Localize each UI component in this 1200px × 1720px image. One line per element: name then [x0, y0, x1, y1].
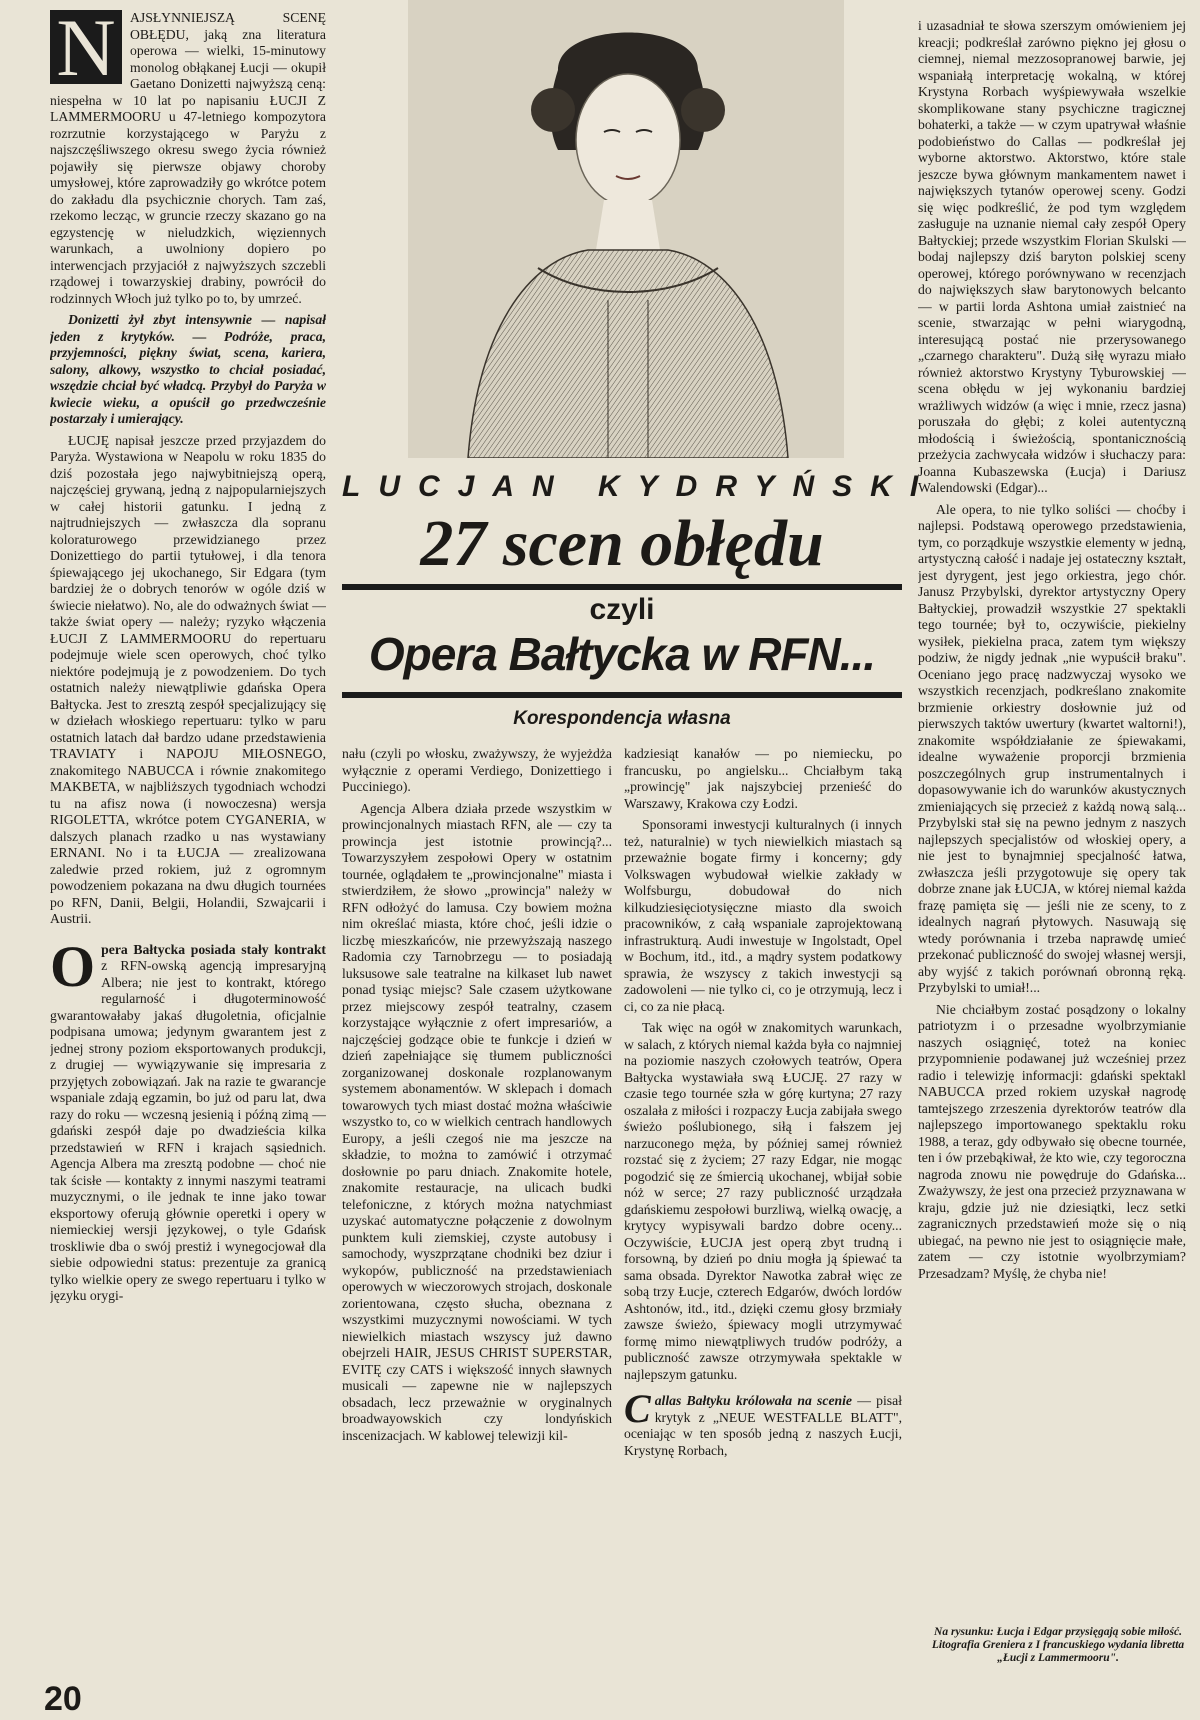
article-paragraph: i uzasadniał te słowa szerszym omówieniem jej kreacji; podkreślał zarówno piękno jej głosu o ciemnej, niemal mezzosopranowej barwie, jej wspaniałą interpretację wokalną, w której Krystyna Rorbach wyśpiewywała wszelkie skomplikowane stany psychiczne tragicznej bohaterki, a także — w czym upatrywał właśnie podobieństwo do Callas — podkreślał jej wyborne aktorstwo. Aktorstwo, które stale jeszcze bywa głównym mankamentem nawet i największych tytanów operowej sceny. Godzi się więc podkreślić, że pod tym względem zasługuje na uznanie niemal cały zespół Opery Bałtyckiej; przede wszystkim Florian Skulski — bodaj najlepszy dziś baryton polskiej sceny operowej, którego porównywano w recenzjach do największych sław barytonowych belcanto — w partii lorda Ashtona umiał zaistnieć na scenie, stwarzając w pełni wiarygodną, interesującą postać nie przerysowanego „czarnego charakteru". Dużą siłę wyrazu miało również aktorstwo Krystyny Tyburowskiej — scena obłędu w jej wykonaniu bardziej wrażliwych widzów (a więc i mnie, rzecz jasna) poruszała do głębi; z kolei autentyczną młodością i świeżością, spontanicznością przeżycia zachwycała widzów i słuchaczy para: Joanna Kubaszewska (Łucja) i Dariusz Walendowski (Edgar)...	[918, 18, 1186, 495]
article-paragraph: ŁUCJĘ napisał jeszcze przed przyjazdem do Paryża. Wystawiona w Neapolu w roku 1835 do dziś pozostała jego najwybitniejszą operą, najczęściej grywaną, jedną z najpopularniejszych w całej historii gatunku. I jedną z najtrudniejszych — zwłaszcza dla sopranu koloraturowego przewidzianego przez Donizettiego do partii tytułowej, i dla tenora śpiewającego jej ukochanego, Sir Edgara (tym bardziej że o dobrych tenorów w ogóle dziś w świecie niełatwo). No, ale do odważnych świat — także świat opery — należy; ryzyko włączenia ŁUCJI Z LAMMERMOORU do repertuaru podejmuje wiele scen operowych, choć tylko niektóre podejmują je z powodzeniem. Do tych ostatnich należy niewątpliwie gdańska Opera Bałtycka. Jest to zresztą zespół specjalizujący się w dziełach włoskiego repertuaru: tylko w paru ostatnich latach dał bardzo udane przedstawienia TRAVIATY i NAPOJU MIŁOSNEGO, znakomitego NABUCCA i równie znakomitego MAKBETA, w najbliższych tygodniach wchodzi tu na afisz nowa (i nowoczesna) wersja RIGOLETTA, wkrótce potem CYGANERIA, w dalszych planach rzadko u nas wystawiany ERNANI. No i ta ŁUCJA — zrealizowana zaledwie przed rokiem, już z ogromnym powodzeniem pokazana na dwu długich tournées po RFN, Danii, Belgii, Holandii, Szwajcarii i Austrii.	[50, 432, 326, 926]
article-text: — pisał krytyk z „NEUE WESTFALLE BLATT", oceniając w ten sposób jedną z naszych Łucji, Krystynę Rorbach,	[624, 1393, 902, 1458]
column-2	[342, 746, 612, 1676]
column-3	[624, 746, 902, 1676]
title-rule-top	[342, 584, 902, 590]
portrait-illustration	[408, 0, 844, 458]
article-paragraph: Agencja Albera działa przede wszystkim w prowincjonalnych miastach RFN, ale — czy ta prowincja jest istotnie prowincją?... Towarzyszyłem zespołowi Opery w ostatnim tournée, oglądałem te „prowincjonalne" miasta i stwierdziłem, że słowo „prowincja" należy w RFN odłożyć do lamusa. Czy bowiem można nim określać miasta, które choć, jeśli idzie o liczbę mieszkańców, nie przewyższają naszego Radomia czy Tarnobrzegu — to posiadają luksusowe sale teatralne na kilkaset lub nawet ponad tysiąc miejsc? Sale czasem użytkowane przez miejscowy zespół teatralny, czasem korzystające wyłącznie z ofert impresariów, a najczęściej godzące obie te funkcje i dzień w dzień zapełniające się tłumem publiczności zorganizowanej doskonale rozplanowanym systemem abonamentów. W sklepach i domach towarowych tych miast dostać można właściwie wszystko to, co w wielkich centrach handlowych Europy, a jeśli czegoś nie ma jeszcze na składzie, to można to zamówić i otrzymać dosłownie po paru dniach. Znakomite hotele, znakomite restauracje, na ulicach budki telefoniczne, z których można natychmiast uzyskać automatyczne połączenie z dowolnym punktem kuli ziemskiej, czyste autobusy i samochody, wyszprzątane chodniki bez dziur i wykopów, publiczność na przedstawieniach operowych w wieczorowych strojach, doskonale zorientowana, często słucha, obeznana z wszystkimi muzycznymi nowościami. W tych niewielkich miastach wszyscy już dawno obejrzeli HAIR, JESUS CHRIST SUPERSTAR, EVITĘ czy CATS i większość innych sławnych musicali — zapewne nie w najlepszych obsadach, lecz przeważnie w oryginalnych broadwayowskich czy londyńskich inscenizacjach. W kablowej telewizji kil-	[342, 800, 612, 1443]
title-rule-bottom	[342, 692, 902, 698]
author-name: LUCJAN KYDRYŃSKI	[342, 470, 937, 503]
section-paragraph	[50, 933, 326, 1305]
drop-cap-o: O	[50, 933, 96, 999]
byline: Korespondencja własna	[513, 708, 731, 729]
article-paragraph: nału (czyli po włosku, zważywszy, że wyjeżdża wyłącznie z operami Verdiego, Donizettiego i Pucciniego).	[342, 746, 612, 794]
column-1	[50, 10, 326, 1675]
article-title: 27 scen obłędu	[420, 507, 824, 580]
section-paragraph	[624, 1386, 902, 1459]
article-paragraph: Tak więc na ogół w znakomitych warunkach, w salach, z których niemal każda była co najmniej na poziomie naszych czołowych teatrów, Opera Bałtycka wystawiała swą ŁUCJĘ. 27 razy w czasie tego tournée szła w górę kurtyna; 27 razy oszalała z miłości i rozpaczy Łucja zabijała swego świeżo poślubionego, siłą i fałszem jej narzuconego męża, by później samej również rozstać się z życiem; 27 razy Edgar, nie mogąc pogodzić się ze śmiercią ukochanej, wbijał sobie nóż w serce; 27 razy publiczność urządzała gdańskiemu zespołowi burzliwą, wielką owację, a krytycy wypisywali bardzo dobre oceny... Oczywiście, ŁUCJA jest operą zbyt trudną i forsowną, by dzień po dniu mogła ją śpiewać ta sama obsada. Dyrektor Nawotka zabrał więc ze sobą trzy Łucje, czterech Edgarów, dwóch lordów Ashtonów, itd., itd., dzięki czemu głosy brzmiały zawsze świeżo, śpiewacy mogli utrzymywać formę mimo niewątpliwych trudów podróży, a publiczność zawsze otrzymywała spektakle w najlepszym gatunku.	[624, 1020, 902, 1382]
drop-cap-c: C	[624, 1386, 651, 1431]
article-paragraph: Nie chciałbym zostać posądzony o lokalny patriotyzm i o przesadne wyolbrzymianie naszych osiągnięć, toteż na koniec przypomnienie podawanej już wcześniej przez radio i telewizję informacji: gdański spektakl NABUCCA przed rokiem uzyskał nagrodę tamtejszego zrzeszenia dyrektorów teatrów dla najlepszego importowanego spektaklu roku 1988, a teraz, gdy odbywało się obecne tournée, ten i ów przebąkiwał, że kto wie, czy tegoroczna nagroda znowu nie powędruje do Gdańska... Zważywszy, że jest ona przecież przyznawana w kraju, gdzie już nie dziesiątki, lecz setki zagranicznych przedstawień może się o nią ubiegać, na pewno nie jest to osiągnięcie małe, zatem — czy istotnie wyolbrzymiam? Przesadzam? Myślę, że chyba nie!	[918, 1001, 1186, 1281]
article-text: AJSŁYNNIEJSZĄ SCENĘ OBŁĘDU, jaką zna literatura operowa — wielki, 15-minutowy monolog obłąkanej Łucji — okupił Gaetano Donizetti najwyższą ceną: niespełna w 10 lat po napisaniu ŁUCJI Z LAMMERMOORU u 47-letniego kompozytora rozrzutnie korzystającego w Paryżu z najszczęśliwszego okresu swego życia również pojawiły się pierwsze objawy choroby umysłowej, które zaprowadziły go wkrótce potem do zakładu dla psychicznie chorych. Tam zaś, rzekomo lecząc, w gruncie rzeczy skazano go na egzystencję w nieludzkich, więziennych warunkach, a uwolniony dopiero po interwencjach przyjaciół z najwyższych szczebli rządowej i towarzyskiej drabiny, powrócił do rodzinnych Włoch już tylko po to, by umrzeć.	[50, 10, 326, 306]
title-connector: czyli	[589, 593, 655, 626]
article-subtitle: Opera Bałtycka w RFN...	[368, 628, 876, 680]
article-paragraph: Ale opera, to nie tylko soliści — choćby i najlepsi. Podstawą operowego przedstawienia, tym, co porządkuje wszystkie elementy w jedną, artystyczną całość i nadaje jej ostateczny kształt, jest dyrygent, jest jego orkiestra, jego chór. Janusz Przybylski, dyrektor artystyczny Opery Bałtyckiej, prowadził wszystkie 27 spektakli tego tournée; był to, oczywiście, piekielny wysiłek, piekielna praca, zatem tym większy podziw, że nigdy jednak „nie wypuścił braku". Oceniano jego pracę nadzwyczaj wysoko we wszystkich recenzjach, podkreślano znakomite brzmienie orkiestry dosłownie już od pierwszych taktów uwertury (kwartet waltorni!), znakomite współdziałanie ze śpiewakami, idealne wyważenie proporcji brzmienia poszczególnych grup instrumentalnych i dopasowywanie ich do warunków akustycznych zmieniających się przecież z każdą nową salą... Przybylski stał się na pewno jednym z naszych najlepszych specjalistów od włoskiej opery, a nie jest to bynajmniej specjalność łatwa, zwłaszcza jeśli przygotowuje się opery tak dobrze znane jak ŁUCJA, w której niemal każda frazę pamięta się — jeśli nie ze sceny, to z idealnych nagrań płytowych. Nasuwają się wtedy porównania i trzeba naprawdę umieć przekonać publiczność do swojej własnej wersji, aby wyjść z takich porównań obronną ręką. Przybylski to umiał!...	[918, 501, 1186, 995]
image-caption: Na rysunku: Łucja i Edgar przysięgają sobie miłość. Litografia Greniera z I francuskiego wydania libretta „Łucji z Lammermooru".	[931, 1626, 1185, 1664]
article-paragraph: kadziesiąt kanałów — po niemiecku, po francusku, po angielsku... Chciałbym taką „prowincję" jak najszybciej przenieść do Warszawy, Krakowa czy Łodzi.	[624, 746, 902, 811]
quote-paragraph: Donizetti żył zbyt intensywnie — napisał jeden z krytyków. — Podróże, praca, przyjemności, piękny świat, scena, kariera, salony, alkowy, wszystko to chciał posiadać, wszędzie chciał być władcą. Przybył do Paryża w kwiecie wieku, a opuścił go przedwcześnie postarzały i umierający.	[50, 312, 326, 426]
drop-cap-n: N	[50, 10, 122, 84]
page-number: 20	[44, 1680, 82, 1718]
column-4	[918, 18, 1186, 1678]
article-paragraph: Sponsorami inwestycji kulturalnych (i innych też, naturalnie) w tych niewielkich miastach są przeważnie bogate firmy i koncerny; gdy Volkswagen wybudował wielkie zakłady w Wolfsburgu, dobudował do nich kilkudziesięciotysięczne miasto dla swoich pracowników, z całą wspaniale zaprojektowaną infrastrukturą. Audi inwestuje w Ingolstadt, Opel w Bochum, itd., itd., a mądry system podatkowy sprawia, że wszyscy z takich inwestycji są zadowoleni — nie tylko ci, co je otrzymują, lecz i ci, co za nie płacą.	[624, 817, 902, 1014]
lead-in: allas Bałtyku królowała na scenie	[654, 1393, 853, 1408]
article-text: z RFN-owską agencją impresaryjną Albera; nie jest to kontrakt, którego regularność i długoterminowość gwarantowałaby jakaś długoletnia, oficjalnie podpisana umowa; jedynym gwarantem jest z jednej strony poziom eksportowanych produkcji, z drugiej — wywiązywanie się impresaria z przyjętych zobowiązań. Jak na razie te gwarancje wspaniale zdają egzamin, bo już od paru lat, dwa razy do roku — wczesną jesienią i późną zimą — gdański zespół daje po dwadzieścia kilka przedstawień w RFN i krajach sąsiednich. Agencja Albera ma zresztą podobne — choć nie tak ścisłe — kontakty z innymi naszymi teatrami muzycznymi, o ile jednak te inne jako towar eksportowy oferują głównie operetki i opery w niemieckiej wersji językowej, o tyle Gdańsk troskliwie dba o swój prestiż i wynegocjował dla siebie odpowiedni status: prezentuje za granicą tylko wielkie opery ze swego repertuaru i tylko w języku orygi-	[50, 958, 326, 1303]
opening-paragraph	[50, 10, 326, 307]
lead-in: pera Bałtycka posiada stały kontrakt	[101, 941, 326, 957]
lithograph-portrait	[408, 0, 844, 458]
